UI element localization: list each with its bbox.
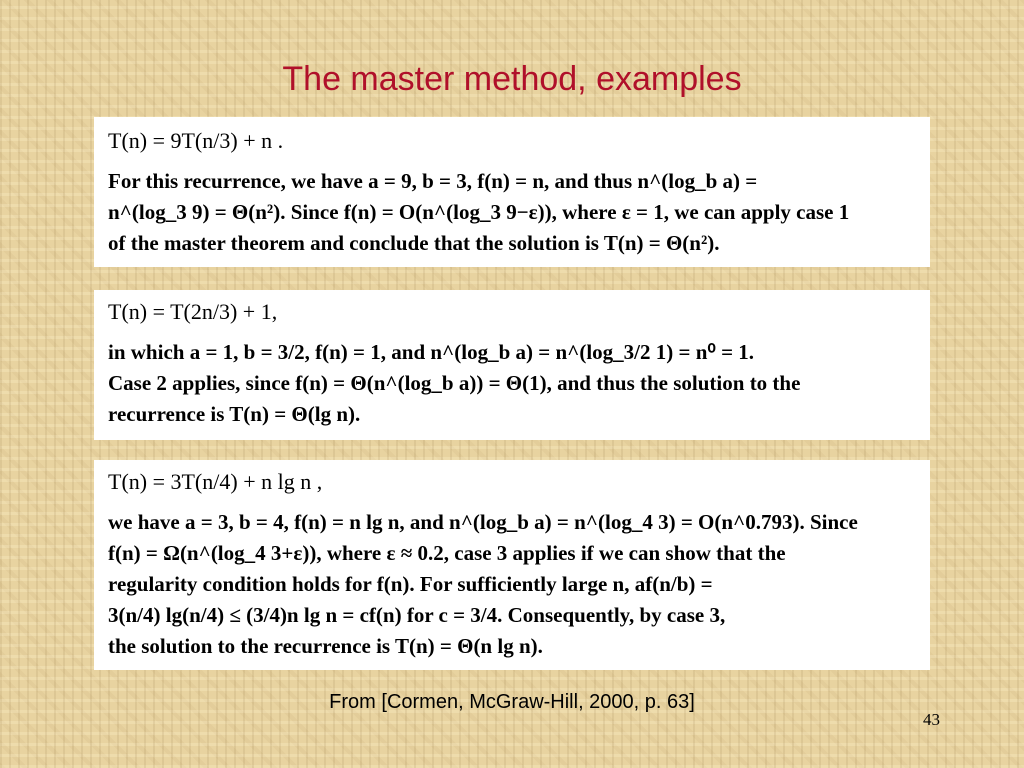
example-1-line: of the master theorem and conclude that the solution is T(n) = Θ(n²). <box>108 231 720 255</box>
example-3-line: f(n) = Ω(n^(log_4 3+ε)), where ε ≈ 0.2, case 3 applies if we can show that the <box>108 541 786 565</box>
example-3-line: regularity condition holds for f(n). For sufficiently large n, af(n/b) = <box>108 572 713 596</box>
example-2-line: recurrence is T(n) = Θ(lg n). <box>108 402 361 426</box>
example-3-equation: T(n) = 3T(n/4) + n lg n , <box>108 469 323 494</box>
example-3-line: the solution to the recurrence is T(n) = Θ(n lg n). <box>108 634 543 658</box>
example-3-panel <box>94 460 930 670</box>
example-1-line: For this recurrence, we have a = 9, b = 3, f(n) = n, and thus n^(log_b a) = <box>108 169 758 193</box>
slide-title: The master method, examples <box>282 60 742 98</box>
example-3-line: we have a = 3, b = 4, f(n) = n lg n, and n^(log_b a) = n^(log_4 3) = O(n^0.793). Since <box>108 510 858 534</box>
example-1-panel <box>94 117 930 267</box>
example-1-text <box>108 166 916 259</box>
example-2-equation: T(n) = T(2n/3) + 1, <box>108 299 278 324</box>
example-1-line: n^(log_3 9) = Θ(n²). Since f(n) = O(n^(log_3 9−ε)), where ε = 1, we can apply case 1 <box>108 200 850 224</box>
page-number: 43 <box>923 710 940 729</box>
example-2-line: Case 2 applies, since f(n) = Θ(n^(log_b a)) = Θ(1), and thus the solution to the <box>108 371 801 395</box>
example-2-panel <box>94 290 930 440</box>
source-caption: From [Cormen, McGraw-Hill, 2000, p. 63] <box>329 691 695 713</box>
example-2-text <box>108 337 916 430</box>
example-1-equation: T(n) = 9T(n/3) + n . <box>108 128 284 153</box>
example-2-line: in which a = 1, b = 3/2, f(n) = 1, and n^(log_b a) = n^(log_3/2 1) = n⁰ = 1. <box>108 340 755 364</box>
example-3-text <box>108 507 916 662</box>
example-3-line: 3(n/4) lg(n/4) ≤ (3/4)n lg n = cf(n) for c = 3/4. Consequently, by case 3, <box>108 603 726 627</box>
